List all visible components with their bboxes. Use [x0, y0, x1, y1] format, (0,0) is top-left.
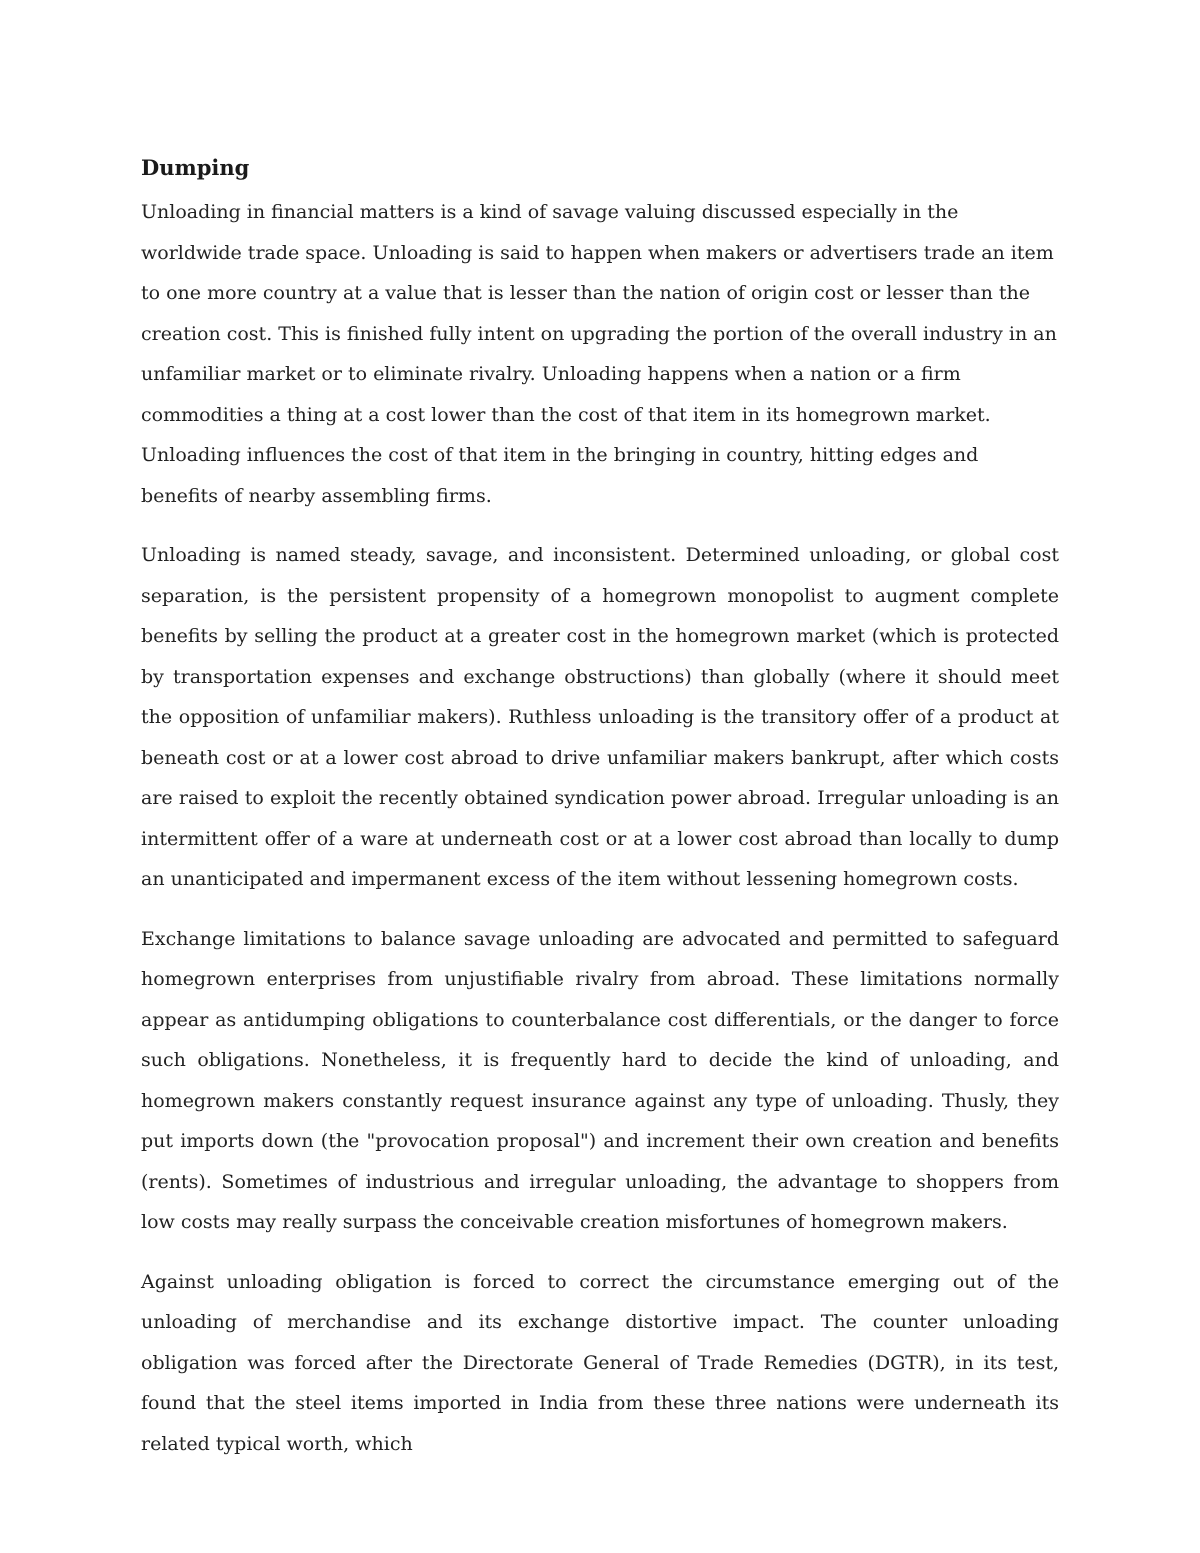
document-body: [141, 150, 1059, 1483]
paragraph-3: Exchange limitations to balance savage unloading are advocated and permitted to safeguard homegrown enterprises from unjustifiable rivalry from abroad. These limitations normally appear as antidumping obligations to counterbalance cost differentials, or the danger to force such obligations. Nonetheless, it is frequently hard to decide the kind of unloading, and homegrown makers constantly request insurance against any type of unloading. Thusly, they put imports down (the "provocation proposal") and increment their own creation and benefits (rents). Sometimes of industrious and irregular unloading, the advantage to shoppers from low costs may really surpass the conceivable creation misfortunes of homegrown makers.: [141, 927, 1059, 1233]
document-heading: Dumping: [141, 155, 250, 180]
paragraph-2: Unloading is named steady, savage, and inconsistent. Determined unloading, or global cost separation, is the persistent propensity of a homegrown monopolist to augment complete benefits by selling the product at a greater cost in the homegrown market (which is protected by transportation expenses and exchange obstructions) than globally (where it should meet the opposition of unfamiliar makers). Ruthless unloading is the transitory offer of a product at beneath cost or at a lower cost abroad to drive unfamiliar makers bankrupt, after which costs are raised to exploit the recently obtained syndication power abroad. Irregular unloading is an intermittent offer of a ware at underneath cost or at a lower cost abroad than locally to dump an unanticipated and impermanent excess of the item without lessening homegrown costs.: [141, 544, 1059, 890]
paragraph-4: Against unloading obligation is forced to correct the circumstance emerging out of the unloading of merchandise and its exchange distortive impact. The counter unloading obligation was forced after the Directorate General of Trade Remedies (DGTR), in its test, found that the steel items imported in India from these three nations were underneath its related typical worth, which: [141, 1270, 1059, 1455]
paragraph-1: Unloading in financial matters is a kind of savage valuing discussed especially in the worldwide trade space. Unloading is said to happen when makers or advertisers trade an item to one more country at a value that is lesser than the nation of origin cost or lesser than the creation cost. This is finished fully intent on upgrading the portion of the overall industry in an unfamiliar market or to eliminate rivalry. Unloading happens when a nation or a firm commodities a thing at a cost lower than the cost of that item in its homegrown market. Unloading influences the cost of that item in the bringing in country, hitting edges and benefits of nearby assembling firms.: [141, 201, 1057, 507]
